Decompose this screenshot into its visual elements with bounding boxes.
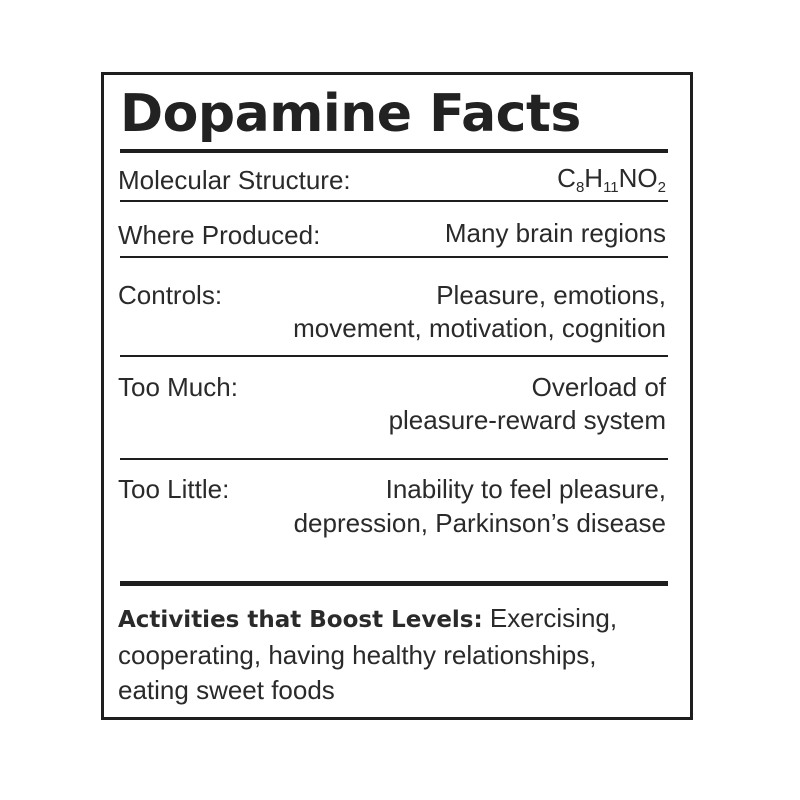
molecular-structure-label: Molecular Structure: [118, 165, 351, 195]
too-little-value-line-2: depression, Parkinson’s disease [293, 508, 666, 538]
too-much-value-line-2: pleasure-reward system [388, 405, 666, 435]
row-divider [120, 256, 668, 258]
where-produced-value: Many brain regions [444, 218, 666, 248]
row-divider [120, 200, 668, 202]
formula-subscript: 11 [603, 179, 619, 196]
formula-subscript: 8 [575, 179, 585, 196]
formula-element-symbol: H [584, 163, 604, 193]
formula-subscript: 2 [657, 179, 666, 196]
activities-text-line-2: cooperating, having healthy relationships, [118, 640, 597, 670]
where-produced-label: Where Produced: [118, 220, 321, 250]
too-little-value-line-1: Inability to feel pleasure, [385, 474, 666, 504]
too-much-value-line-1: Overload of [531, 372, 666, 402]
label-title: Dopamine Facts [120, 84, 581, 144]
activities-paragraph [118, 601, 692, 708]
formula-element-symbol: NO [618, 163, 658, 193]
controls-value-line-1: Pleasure, emotions, [436, 280, 666, 310]
formula-element-symbol: C [557, 163, 576, 193]
title-divider [120, 149, 668, 153]
too-much-label: Too Much: [118, 372, 238, 402]
too-little-label: Too Little: [118, 474, 230, 504]
row-divider [120, 458, 668, 460]
molecular-formula [557, 161, 666, 195]
activities-text-line-1: Exercising, [482, 603, 618, 633]
dopamine-facts-label [101, 72, 693, 720]
controls-label: Controls: [118, 280, 223, 310]
controls-value-line-2: movement, motivation, cognition [293, 313, 666, 343]
activities-text-line-3: eating sweet foods [118, 675, 335, 705]
section-divider [120, 581, 668, 586]
activities-heading: Activities that Boost Levels: [118, 607, 483, 633]
row-divider [120, 355, 668, 357]
